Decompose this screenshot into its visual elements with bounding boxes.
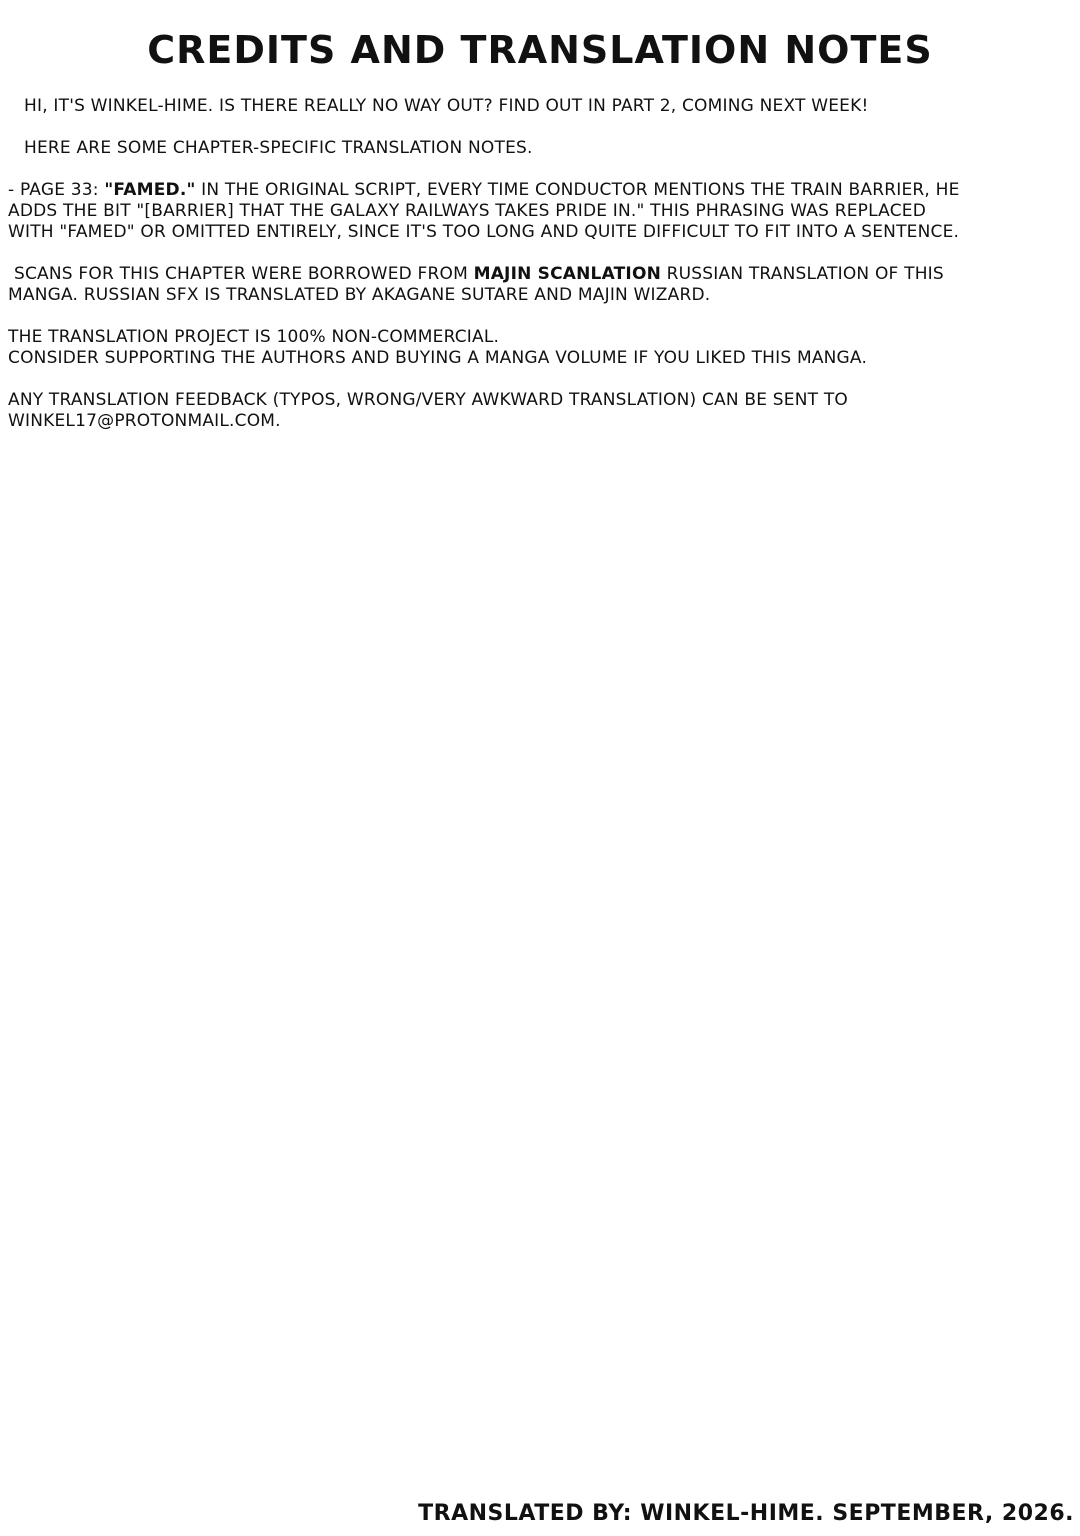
noncommercial-line1: THE TRANSLATION PROJECT IS 100% NON-COMMERCIAL. — [8, 327, 500, 347]
scans-line2: MANGA. RUSSIAN SFX IS TRANSLATED BY AKAGANE SUTARE AND MAJIN WIZARD. — [8, 285, 711, 305]
notes-header-paragraph — [8, 138, 1068, 159]
feedback-paragraph — [8, 390, 1068, 432]
note-page33-line2: ADDS THE BIT "[BARRIER] THAT THE GALAXY RAILWAYS TAKES PRIDE IN." THIS PHRASING WAS REPLACED — [8, 201, 927, 221]
translator-credit: TRANSLATED BY: WINKEL-HIME. SEPTEMBER, 2026. — [418, 1501, 1074, 1526]
scans-line1-after: RUSSIAN TRANSLATION OF THIS — [661, 264, 944, 284]
scans-source-name: MAJIN SCANLATION — [473, 264, 662, 284]
noncommercial-paragraph — [8, 327, 1068, 369]
note-page33-line1 — [8, 180, 1068, 201]
scans-line1-before: SCANS FOR THIS CHAPTER WERE BORROWED FROM — [14, 264, 474, 284]
note-page33-term: "FAMED." — [104, 180, 196, 200]
note-page33-paragraph — [8, 180, 1068, 243]
intro-paragraph — [8, 96, 1068, 117]
page-title: CREDITS AND TRANSLATION NOTES — [147, 28, 933, 72]
feedback-line1: ANY TRANSLATION FEEDBACK (TYPOS, WRONG/VERY AWKWARD TRANSLATION) CAN BE SENT TO — [8, 390, 848, 410]
intro-text: HI, IT'S WINKEL-HIME. IS THERE REALLY NO WAY OUT? FIND OUT IN PART 2, COMING NEXT WEEK! — [24, 96, 869, 116]
notes-body — [8, 96, 1068, 453]
feedback-email: WINKEL17@PROTONMAIL.COM. — [8, 411, 281, 431]
scans-paragraph — [8, 264, 1068, 306]
scans-line1 — [8, 264, 1068, 285]
noncommercial-line2: CONSIDER SUPPORTING THE AUTHORS AND BUYING A MANGA VOLUME IF YOU LIKED THIS MANGA. — [8, 348, 868, 368]
notes-header-text: HERE ARE SOME CHAPTER-SPECIFIC TRANSLATION NOTES. — [24, 138, 533, 158]
note-page33-prefix: - PAGE 33: — [8, 180, 105, 200]
note-page33-line1-rest: IN THE ORIGINAL SCRIPT, EVERY TIME CONDUCTOR MENTIONS THE TRAIN BARRIER, HE — [195, 180, 960, 200]
note-page33-line3: WITH "FAMED" OR OMITTED ENTIRELY, SINCE IT'S TOO LONG AND QUITE DIFFICULT TO FIT INTO A SENTENCE. — [8, 222, 960, 242]
